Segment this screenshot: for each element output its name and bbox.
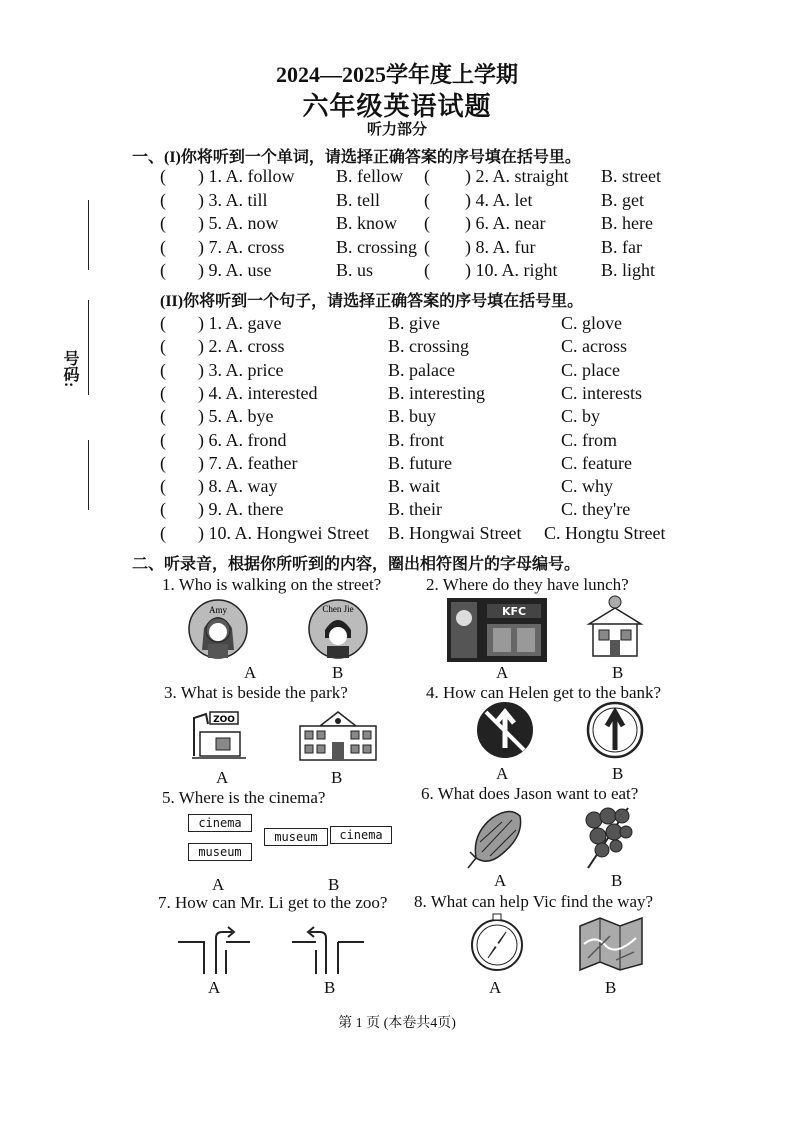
boy-chenjie-picture (308, 598, 368, 660)
question-option-b: B. crossing (388, 336, 469, 357)
amy-name: Amy (209, 605, 227, 615)
question-option-b: B. front (388, 429, 444, 450)
sentence-question-row (0, 476, 794, 499)
question-option-a: ) 6. A. near (465, 213, 546, 233)
answer-paren-open[interactable]: ( (424, 189, 430, 210)
answer-paren-open[interactable]: ( (160, 359, 166, 380)
question-option-c: C. glove (561, 313, 622, 333)
year-term: 2024—2025学年度上学期 (275, 62, 518, 87)
answer-paren-open[interactable]: ( (160, 406, 166, 427)
question-option-b: B. fellow (336, 166, 403, 186)
question-option-b: B. palace (388, 359, 455, 380)
cinema-word-box: cinema (330, 826, 392, 844)
question-option-a: ) 5. A. bye (198, 406, 274, 427)
fish-food-picture (466, 804, 528, 870)
word-question-row (0, 190, 794, 213)
q8-option-b: B (605, 978, 617, 997)
question-1: 1. Who is walking on the street? (162, 575, 382, 594)
q6-option-a: A (494, 871, 507, 890)
chenjie-name: Chen Jie (322, 604, 354, 614)
answer-paren-open[interactable]: ( (424, 166, 430, 186)
q5-option-b: B (328, 875, 340, 894)
question-option-a: ) 9. A. there (198, 499, 284, 520)
question-option-b: B. far (601, 236, 642, 257)
q4-option-b: B (612, 764, 624, 783)
side-label: 号码: (61, 350, 78, 388)
sentence-question-row (0, 360, 794, 383)
question-option-a: ) 4. A. let (465, 189, 533, 210)
question-option-b: B. tell (336, 189, 380, 210)
question-option-a: ) 4. A. interested (198, 382, 318, 403)
question-option-c: C. why (561, 476, 614, 497)
answer-paren-open[interactable]: ( (160, 336, 166, 357)
question-option-a: ) 2. A. straight (465, 166, 569, 186)
answer-paren-open[interactable]: ( (160, 236, 166, 257)
q2-option-a: A (496, 663, 509, 682)
q4-option-a: A (496, 764, 509, 783)
question-option-b: B. their (388, 499, 442, 520)
answer-paren-open[interactable]: ( (424, 260, 430, 280)
answer-paren-open[interactable]: ( (160, 499, 166, 520)
answer-paren-open[interactable]: ( (160, 476, 166, 497)
sentence-question-row (0, 453, 794, 476)
question-option-b: B. us (336, 260, 374, 280)
answer-paren-open[interactable]: ( (160, 189, 166, 210)
turn-right-route-picture (176, 924, 252, 976)
question-option-c: C. interests (561, 382, 642, 403)
question-6: 6. What does Jason want to eat? (421, 784, 639, 803)
question-option-b: B. wait (388, 476, 440, 497)
sentence-question-row (0, 523, 794, 546)
question-5: 5. Where is the cinema? (162, 788, 326, 807)
exam-title: 六年级英语试题 (302, 92, 492, 121)
q7-option-b: B (324, 978, 336, 997)
answer-paren-open[interactable]: ( (160, 382, 166, 403)
question-option-b: B. here (601, 213, 653, 233)
question-option-c: C. across (561, 336, 627, 357)
question-option-b: B. know (336, 213, 398, 233)
question-option-a: ) 2. A. cross (198, 336, 285, 357)
q3-option-b: B (331, 768, 343, 787)
section1-heading: 一、(I)你将听到一个单词，请选择正确答案的序号填在括号里。 (132, 149, 581, 166)
word-question-row (0, 260, 794, 283)
answer-paren-open[interactable]: ( (424, 213, 430, 233)
question-option-c: C. place (561, 359, 620, 380)
q5-option-a: A (212, 875, 225, 894)
question-option-a: ) 1. A. follow (198, 166, 295, 186)
zoo-sign: ZOO (213, 715, 235, 725)
question-option-b: B. buy (388, 406, 437, 427)
answer-paren-open[interactable]: ( (160, 452, 166, 473)
answer-paren-open[interactable]: ( (424, 236, 430, 257)
turn-left-route-picture (290, 924, 366, 976)
question-3: 3. What is beside the park? (164, 683, 348, 702)
question-option-b: B. Hongwai Street (388, 522, 522, 543)
sentence-question-row (0, 406, 794, 429)
q6-option-b: B (611, 871, 623, 890)
question-option-b: B. light (601, 260, 656, 280)
answer-paren-open[interactable]: ( (160, 522, 166, 543)
q2-option-b: B (612, 663, 624, 682)
question-option-a: ) 10. A. Hongwei Street (198, 522, 369, 543)
question-option-a: ) 9. A. use (198, 260, 272, 280)
question-option-a: ) 5. A. now (198, 213, 279, 233)
answer-paren-open[interactable]: ( (160, 213, 166, 233)
school-building-picture (296, 706, 380, 766)
sentence-question-row (0, 313, 794, 336)
sentence-question-row (0, 336, 794, 359)
word-question-row (0, 213, 794, 236)
page-footer: 第 1 页 (本卷共4页) (338, 1016, 456, 1031)
question-option-a: ) 8. A. way (198, 476, 278, 497)
answer-paren-open[interactable]: ( (160, 429, 166, 450)
question-option-b: B. crossing (336, 236, 417, 257)
sentence-question-row (0, 499, 794, 522)
question-2: 2. Where do they have lunch? (426, 575, 629, 594)
question-option-c: C. they're (561, 499, 631, 520)
word-question-row (0, 237, 794, 260)
go-straight-sign-picture (586, 700, 644, 760)
meatball-skewer-picture (578, 802, 638, 870)
word-question-row (0, 166, 794, 189)
question-option-a: ) 8. A. fur (465, 236, 536, 257)
question-option-a: ) 10. A. right (465, 260, 558, 280)
zoo-picture (186, 706, 252, 766)
girl-amy-picture (188, 598, 248, 660)
question-option-c: C. by (561, 406, 601, 427)
answer-paren-open[interactable]: ( (160, 166, 166, 186)
kfc-sign: KFC (501, 605, 527, 618)
question-option-b: B. street (601, 166, 661, 186)
museum-word-box: museum (188, 843, 252, 861)
no-straight-sign-picture (476, 700, 534, 760)
part-label: 听力部分 (366, 122, 427, 138)
question-option-b: B. future (388, 452, 452, 473)
question-option-b: B. get (601, 189, 644, 210)
restaurant-building-picture (585, 594, 645, 660)
question-option-a: ) 7. A. feather (198, 452, 298, 473)
question-8: 8. What can help Vic find the way? (414, 892, 654, 911)
sentence-question-row (0, 383, 794, 406)
museum-word-box: museum (264, 828, 328, 846)
question-option-c: C. feature (561, 452, 632, 473)
q3-option-a: A (216, 768, 229, 787)
section1b-heading: (II)你将听到一个句子，请选择正确答案的序号填在括号里。 (160, 293, 584, 310)
question-option-c: C. Hongtu Street (544, 522, 666, 543)
question-option-a: ) 7. A. cross (198, 236, 285, 257)
q8-option-a: A (489, 978, 502, 997)
q7-option-a: A (208, 978, 221, 997)
question-option-b: B. give (388, 313, 440, 333)
q1-option-b: B (332, 663, 344, 682)
question-4: 4. How can Helen get to the bank? (426, 683, 662, 702)
cinema-word-box: cinema (188, 814, 252, 832)
kfc-restaurant-picture (447, 598, 547, 662)
question-option-c: C. from (561, 429, 617, 450)
sentence-question-row (0, 430, 794, 453)
answer-paren-open[interactable]: ( (160, 260, 166, 280)
question-option-a: ) 1. A. gave (198, 313, 282, 333)
map-picture (576, 914, 646, 972)
question-option-a: ) 3. A. price (198, 359, 284, 380)
section2-heading: 二、听录音，根据你所听到的内容，圈出相符图片的字母编号。 (132, 556, 581, 573)
question-option-a: ) 6. A. frond (198, 429, 287, 450)
question-option-b: B. interesting (388, 382, 485, 403)
question-option-a: ) 3. A. till (198, 189, 268, 210)
question-7: 7. How can Mr. Li get to the zoo? (158, 893, 388, 912)
compass-picture (468, 912, 526, 974)
q1-option-a: A (244, 663, 257, 682)
answer-paren-open[interactable]: ( (160, 313, 166, 333)
